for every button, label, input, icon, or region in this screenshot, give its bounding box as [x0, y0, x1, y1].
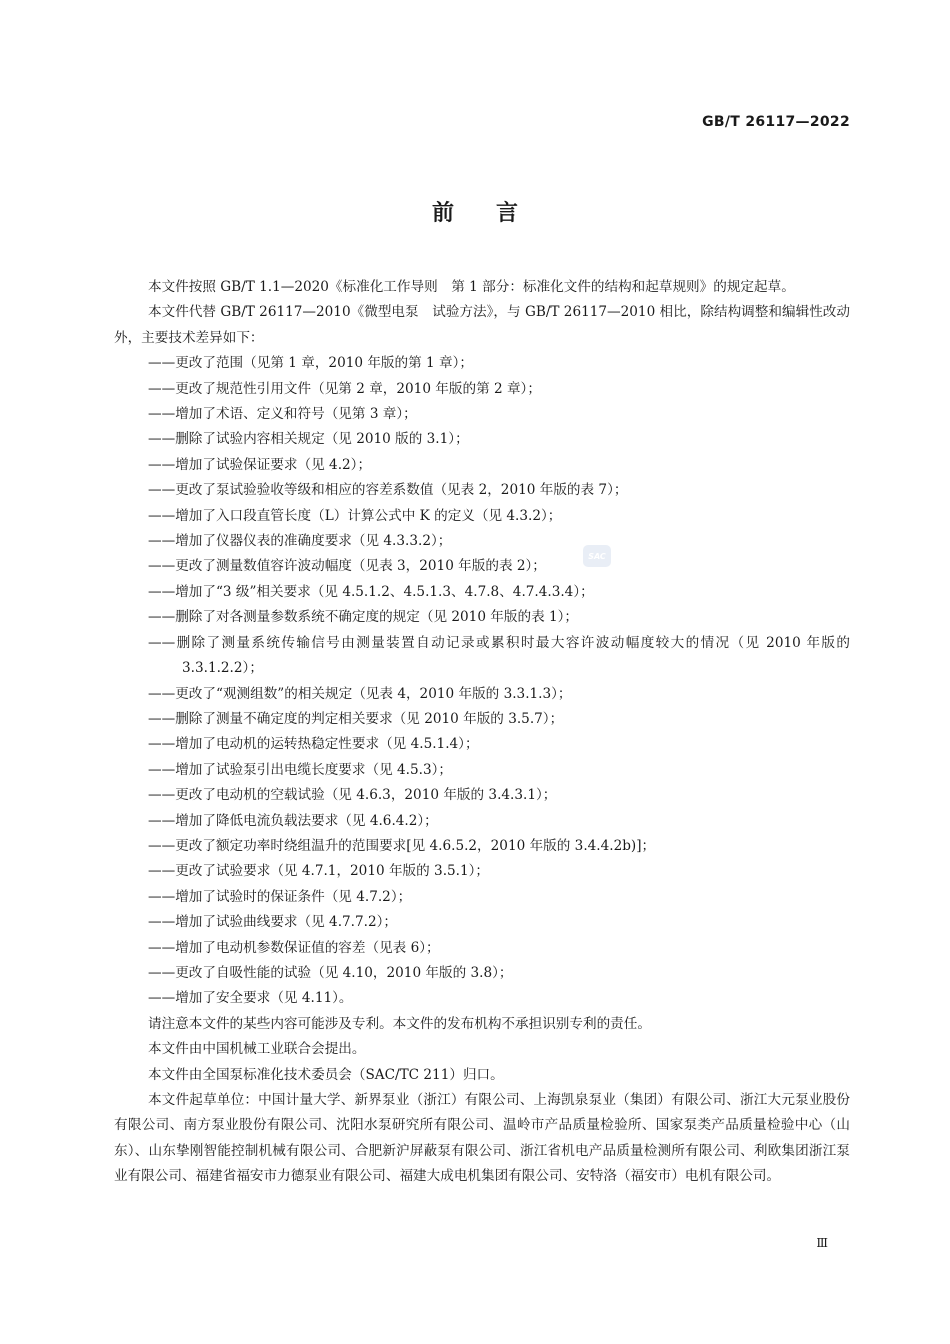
- change-item: ——增加了“3 级”相关要求（见 4.5.1.2、4.5.1.3、4.7.8、4.7.4.3.4）；: [148, 583, 594, 600]
- closing-paragraph: 本文件由中国机械工业联合会提出。: [148, 1041, 366, 1058]
- closing-paragraph: 本文件起草单位：中国计量大学、新界泵业（浙江）有限公司、上海凯泉泵业（集团）有限公司、浙江大元泵业股份有限公司、南方泵业股份有限公司、沈阳水泵研究所有限公司、温岭市产品质量检验所、国家泵类产品质量检验中心（山东）、山东挚刚智能控制机械有限公司、合肥新沪屏蔽泵有限公司、浙江省机电产品质量检测所有限公司、利欧集团浙江泵业有限公司、福建省福安市力德泵业有限公司、福建大成电机集团有限公司、安特洛（福安市）电机有限公司。: [114, 1092, 850, 1185]
- document-body: [114, 275, 850, 1190]
- change-item: ——更改了规范性引用文件（见第 2 章，2010 年版的第 2 章）；: [148, 380, 541, 397]
- sac-watermark-logo: SAC: [583, 545, 611, 567]
- change-item: ——增加了降低电流负载法要求（见 4.6.4.2）；: [148, 812, 438, 829]
- change-item: ——删除了试验内容相关规定（见 2010 版的 3.1）；: [148, 431, 469, 448]
- change-item: ——增加了术语、定义和符号（见第 3 章）；: [148, 406, 417, 423]
- change-item: ——更改了自吸性能的试验（见 4.10，2010 年版的 3.8）；: [148, 964, 513, 981]
- change-item: ——增加了试验曲线要求（见 4.7.7.2）；: [148, 914, 397, 931]
- change-item: ——更改了范围（见第 1 章，2010 年版的第 1 章）；: [148, 355, 473, 372]
- change-item: ——增加了电动机的运转热稳定性要求（见 4.5.1.4）；: [148, 736, 479, 753]
- change-item: ——增加了入口段直管长度（L）计算公式中 K 的定义（见 4.3.2）；: [148, 507, 562, 524]
- change-item: ——更改了试验要求（见 4.7.1，2010 年版的 3.5.1）；: [148, 863, 490, 880]
- intro-paragraph: 本文件按照 GB/T 1.1—2020《标准化工作导则 第 1 部分：标准化文件的结构和起草规则》的规定起草。: [148, 279, 795, 295]
- change-item: ——更改了电动机的空载试验（见 4.6.3，2010 年版的 3.4.3.1）；: [148, 787, 557, 804]
- change-item: ——删除了测量系统传输信号由测量装置自动记录或累积时最大容许波动幅度较大的情况（见 2010 年版的 3.3.1.2.2）；: [148, 634, 850, 677]
- change-item: ——更改了泵试验验收等级和相应的容差系数值（见表 2，2010 年版的表 7）；: [148, 482, 628, 499]
- change-item: ——增加了仪器仪表的准确度要求（见 4.3.3.2）；: [148, 533, 452, 550]
- standard-number: GB/T 26117—2022: [702, 114, 850, 130]
- change-item: ——增加了试验时的保证条件（见 4.7.2）；: [148, 888, 412, 905]
- change-item: ——增加了试验保证要求（见 4.2）；: [148, 456, 372, 473]
- change-item: ——更改了“观测组数”的相关规定（见表 4，2010 年版的 3.3.1.3）；: [148, 685, 572, 702]
- change-item: ——删除了测量不确定度的判定相关要求（见 2010 年版的 3.5.7）；: [148, 710, 564, 727]
- page-title: 前言: [431, 201, 560, 226]
- closing-paragraph: 请注意本文件的某些内容可能涉及专利。本文件的发布机构不承担识别专利的责任。: [148, 1015, 651, 1032]
- change-item: ——增加了试验泵引出电缆长度要求（见 4.5.3）；: [148, 761, 452, 778]
- page-number: Ⅲ: [816, 1236, 828, 1250]
- closing-paragraph: 本文件由全国泵标准化技术委员会（SAC/TC 211）归口。: [148, 1066, 504, 1083]
- change-item: ——删除了对各测量参数系统不确定度的规定（见 2010 年版的表 1）；: [148, 609, 579, 626]
- change-item: ——更改了测量数值容许波动幅度（见表 3，2010 年版的表 2）；: [148, 558, 546, 575]
- change-item: ——更改了额定功率时绕组温升的范围要求[见 4.6.5.2，2010 年版的 3.4.4.2b)]；: [148, 837, 656, 854]
- change-item: ——增加了电动机参数保证值的容差（见表 6）；: [148, 939, 440, 956]
- intro-paragraph: 本文件代替 GB/T 26117—2010《微型电泵 试验方法》，与 GB/T 26117—2010 相比，除结构调整和编辑性改动外，主要技术差异如下：: [114, 304, 850, 346]
- change-item: ——增加了安全要求（见 4.11）。: [148, 990, 353, 1007]
